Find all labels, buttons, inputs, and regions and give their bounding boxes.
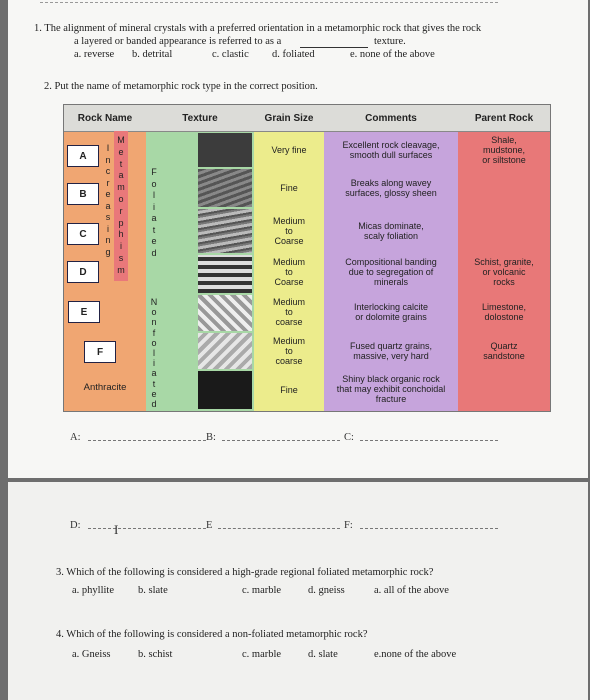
q1-option-c[interactable]: c. clastic (212, 49, 249, 60)
foliated-letter: t (152, 224, 156, 235)
q4-option-e[interactable]: e.none of the above (374, 649, 457, 660)
comment-cell: Fused quartz grains, massive, very hard (349, 341, 433, 361)
worksheet-top (8, 0, 588, 478)
header-parent-rock: Parent Rock (458, 105, 550, 132)
answer-box-a[interactable]: A (67, 145, 99, 167)
metamorphism-letter: i (120, 241, 122, 252)
texture-column (146, 105, 255, 411)
grain-cell: Fine (280, 385, 298, 395)
nonfoliated-letter: o (151, 337, 157, 348)
q3-option-b[interactable]: b. slate (138, 585, 168, 596)
metamorphism-letter: e (118, 146, 124, 157)
answer-box-e[interactable]: E (68, 301, 100, 323)
answer-label-c: C: (344, 432, 354, 443)
q3-option-a[interactable]: a. phyllite (72, 585, 114, 596)
parent-cell: Schist, granite, or volcanic rocks (474, 257, 534, 287)
answer-box-c[interactable]: C (67, 223, 99, 245)
q3-text: 3. Which of the following is considered a high-grade regional foliated metamorphic rock? (56, 567, 434, 578)
increasing-letter: c (105, 166, 111, 176)
rock-image-gneiss (198, 255, 252, 293)
foliated-letter: l (153, 190, 155, 200)
increasing-letter: r (106, 177, 110, 188)
nonfoliated-letter: t (152, 378, 156, 389)
q4-text: 4. Which of the following is considered a non-foliated metamorphic rock? (56, 629, 368, 640)
nonfoliated-letter: n (151, 317, 157, 328)
answer-line-d[interactable] (88, 528, 206, 529)
increasing-letter: I (106, 143, 110, 153)
nonfoliated-letter: e (151, 388, 157, 399)
metamorphism-letter: t (119, 158, 123, 169)
q1-option-d[interactable]: d. foliated (272, 49, 315, 60)
comment-cell: Excellent rock cleavage, smooth dull surfaces (342, 140, 440, 160)
increasing-letter: g (105, 246, 111, 257)
grain-cell: Medium to Coarse (272, 216, 305, 246)
top-divider (40, 2, 498, 3)
nonfoliated-letter: d (151, 399, 157, 409)
header-comments: Comments (324, 105, 458, 132)
q1-option-b[interactable]: b. detrital (132, 49, 173, 60)
rock-image-schist (198, 209, 252, 253)
rock-name-column (64, 105, 147, 411)
nonfoliated-letter: a (151, 368, 157, 379)
grain-size-column (254, 105, 325, 411)
q3-option-d[interactable]: d. gneiss (308, 585, 345, 596)
anthracite-label: Anthracite (83, 382, 127, 393)
worksheet-bottom (8, 482, 588, 700)
comment-cell: Compositional banding due to segregation of minerals (345, 257, 437, 287)
grain-cell: Medium to coarse (272, 336, 305, 366)
foliated-letter: o (151, 178, 157, 189)
comment-cell: Micas dominate, scaly foliation (358, 221, 424, 241)
answer-d-mark: I (114, 522, 119, 537)
increasing-letter: s (105, 212, 111, 222)
metamorphism-letter: p (118, 217, 124, 228)
increasing-letter: e (105, 189, 111, 199)
foliated-letter: i (153, 201, 155, 212)
rock-image-quartzite (198, 333, 252, 369)
metamorphism-letter: h (118, 229, 124, 240)
comment-cell: Shiny black organic rock that may exhibit conchoidal fracture (336, 374, 446, 404)
parent-rock-column (458, 105, 550, 411)
foliated-letter: F (151, 167, 157, 177)
parent-cell: Limestone, dolostone (481, 302, 527, 322)
rock-image-phyllite (198, 169, 252, 207)
rock-image-anthracite (198, 371, 252, 409)
parent-cell: Quartz sandstone (483, 341, 525, 361)
nonfoliated-letter: l (153, 348, 155, 358)
metamorphism-letter: s (118, 253, 124, 263)
q4-option-d[interactable]: d. slate (308, 649, 338, 660)
answer-line-b[interactable] (222, 440, 340, 441)
metamorphic-rock-table (63, 104, 551, 412)
answer-label-d: D: (70, 520, 81, 531)
increasing-letter: a (105, 200, 111, 211)
metamorphism-letter: m (117, 264, 125, 275)
answer-box-b[interactable]: B (67, 183, 99, 205)
grain-cell: Very fine (271, 145, 307, 155)
answer-line-e[interactable] (218, 528, 340, 529)
grain-cell: Fine (280, 183, 298, 193)
header-rock-name: Rock Name (64, 105, 146, 132)
metamorphism-letter: a (118, 170, 124, 181)
grain-cell: Medium to coarse (272, 297, 305, 327)
rock-image-slate (198, 133, 252, 167)
grain-cell: Medium to Coarse (272, 257, 305, 287)
metamorphism-letter: M (117, 135, 125, 145)
parent-cell: Shale, mudstone, or siltstone (482, 135, 526, 165)
q1-line2: a layered or banded appearance is referred to as a (74, 36, 282, 47)
foliated-letter: e (151, 236, 157, 246)
header-grain-size: Grain Size (254, 105, 324, 132)
metamorphism-letter: m (117, 182, 125, 193)
metamorphism-letter: r (119, 205, 123, 216)
increasing-letter: n (105, 235, 111, 245)
q1-blank[interactable] (300, 36, 368, 48)
answer-line-a[interactable] (88, 440, 206, 441)
answer-label-f: F: (344, 520, 353, 531)
answer-line-f[interactable] (360, 528, 498, 529)
q4-option-c[interactable]: c. marble (242, 649, 282, 660)
answer-line-c[interactable] (360, 440, 498, 441)
q1-line2-end: texture. (374, 36, 406, 47)
foliated-letter: d (151, 247, 157, 258)
header-texture: Texture (146, 105, 254, 132)
comment-cell: Interlocking calcite or dolomite grains (353, 302, 429, 322)
increasing-letter: i (107, 223, 109, 234)
increasing-letter: n (105, 154, 111, 165)
answer-label-b: B: (206, 432, 216, 443)
nonfoliated-letter: i (153, 358, 155, 369)
answer-box-f[interactable]: F (84, 341, 116, 363)
foliated-letter: a (151, 213, 157, 223)
rock-image-marble (198, 295, 252, 331)
answer-label-a: A: (70, 432, 81, 443)
question-2: 2. Put the name of metamorphic rock type in the correct position. (44, 81, 318, 92)
nonfoliated-letter: N (150, 297, 158, 307)
q4-option-b[interactable]: b. schist (138, 649, 173, 660)
answer-box-d[interactable]: D (67, 261, 99, 283)
nonfoliated-letter: o (151, 307, 157, 318)
q3-option-c[interactable]: c. marble (242, 585, 282, 596)
q1-option-a[interactable]: a. reverse (74, 49, 115, 60)
nonfoliated-letter: f (152, 327, 156, 338)
q4-option-a[interactable]: a. Gneiss (72, 649, 111, 660)
q1-option-e[interactable]: e. none of the above (350, 49, 435, 60)
q1-line1: 1. The alignment of mineral crystals with a preferred orientation in a metamorphic rock that gives the rock (34, 23, 482, 34)
metamorphism-letter: o (118, 194, 124, 204)
q3-option-e[interactable]: a. all of the above (374, 585, 449, 596)
answer-label-e: E (206, 520, 213, 531)
comment-cell: Breaks along wavey surfaces, glossy sheen (345, 178, 437, 198)
comments-column (324, 105, 459, 411)
